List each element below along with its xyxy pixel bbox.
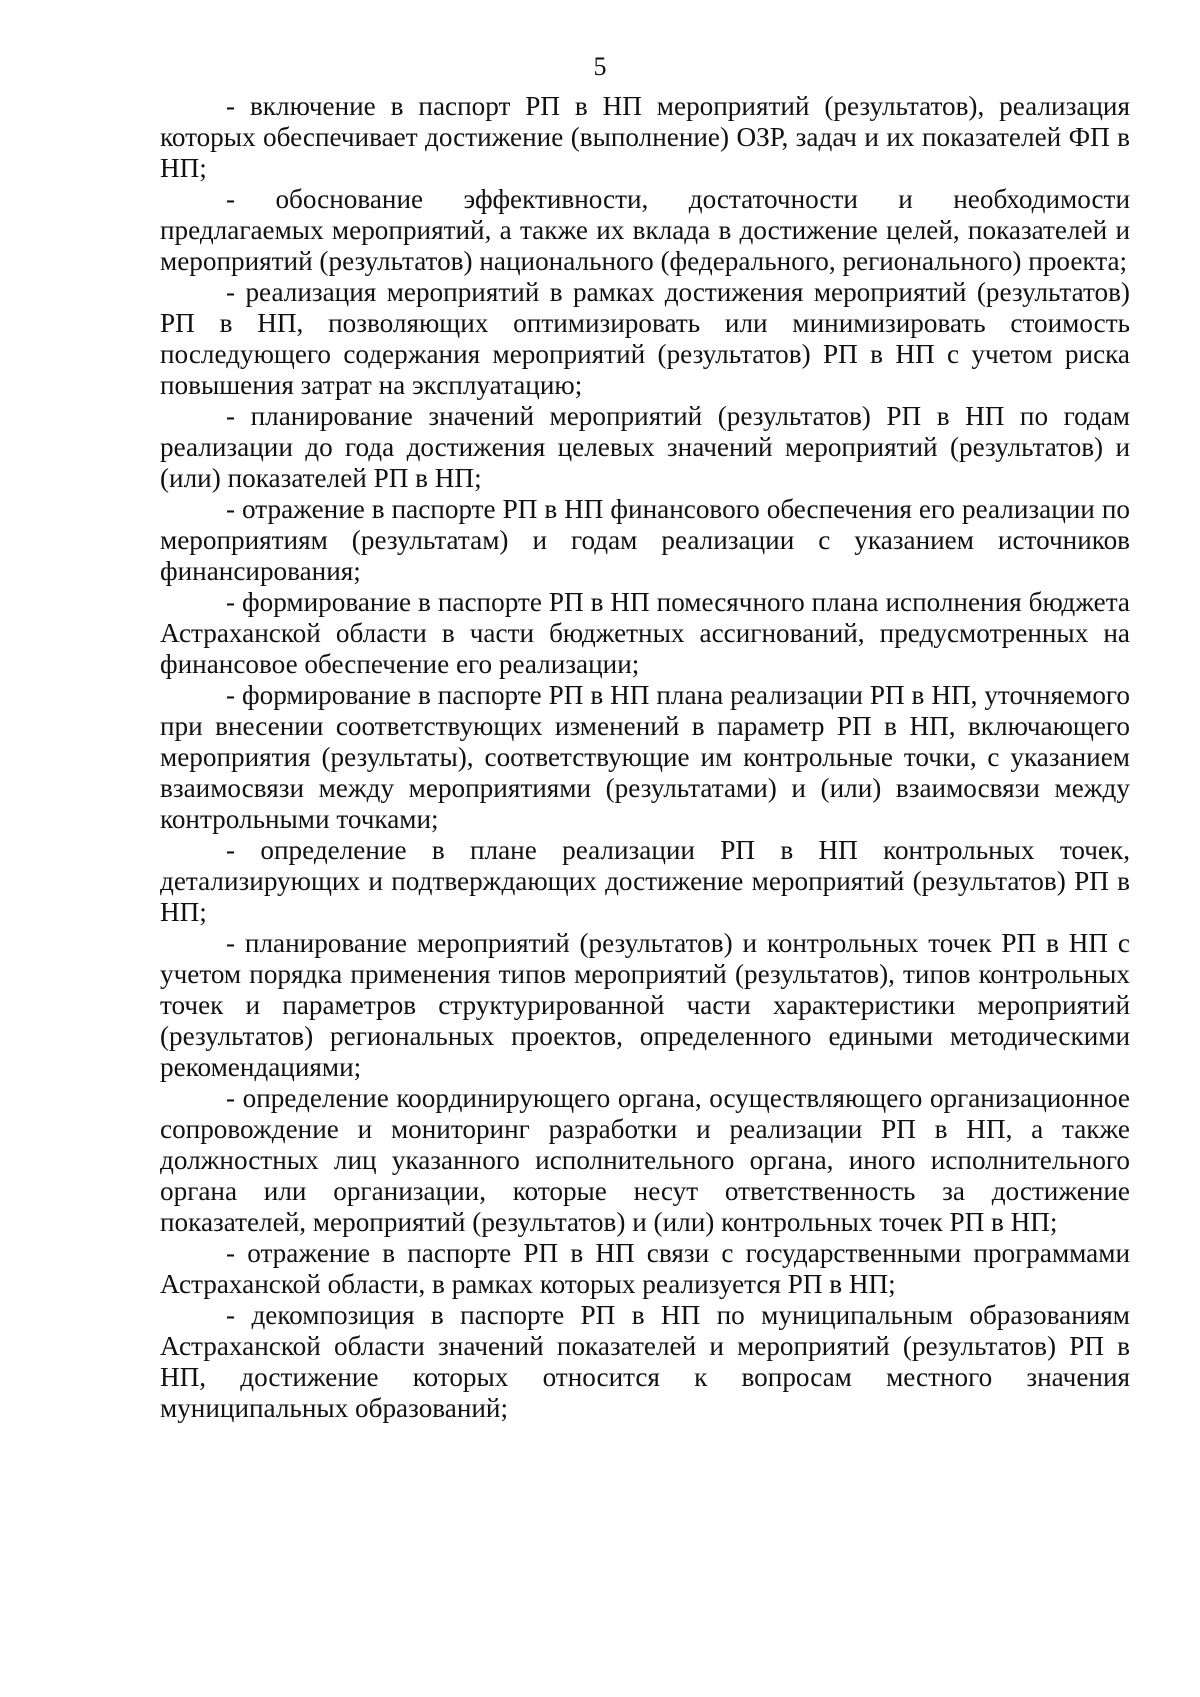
list-item: [160, 277, 1130, 401]
list-item: [160, 1300, 1130, 1424]
list-item-text: - отражение в паспорте РП в НП финансового обеспечения его реализации по мероприятиям (результатам) и годам реализации с указанием источников финансирования;: [160, 494, 1130, 586]
list-item-text: - включение в паспорт РП в НП мероприятий (результатов), реализация которых обеспечивает достижение (выполнение) ОЗР, задач и их показателей ФП в НП;: [160, 91, 1130, 183]
list-item-text: - формирование в паспорте РП в НП помесячного плана исполнения бюджета Астраханской области в части бюджетных ассигнований, предусмотренных на финансовое обеспечение его реализации;: [160, 587, 1130, 679]
list-item-text: - планирование значений мероприятий (результатов) РП в НП по годам реализации до года достижения целевых значений мероприятий (результатов) и (или) показателей РП в НП;: [160, 401, 1130, 493]
list-item: [160, 401, 1130, 494]
list-item-text: - отражение в паспорте РП в НП связи с государственными программами Астраханской области, в рамках которых реализуется РП в НП;: [160, 1238, 1130, 1299]
list-item: [160, 1083, 1130, 1238]
list-item: [160, 928, 1130, 1083]
list-item: [160, 587, 1130, 680]
list-item: [160, 184, 1130, 277]
list-item-text: - формирование в паспорте РП в НП плана реализации РП в НП, уточняемого при внесении соответствующих изменений в параметр РП в НП, включающего мероприятия (результаты), соответствующие им контрольные точки, с указанием взаимосвязи между мероприятиями (результатами) и (или) взаимосвязи между контрольными точками;: [160, 680, 1130, 834]
list-item-text: - реализация мероприятий в рамках достижения мероприятий (результатов) РП в НП, позволяющих оптимизировать или минимизировать стоимость последующего содержания мероприятий (результатов) РП в НП с учетом риска повышения затрат на эксплуатацию;: [160, 277, 1130, 400]
list-item: [160, 835, 1130, 928]
list-item-text: - определение в плане реализации РП в НП контрольных точек, детализирующих и подтверждающих достижение мероприятий (результатов) РП в НП;: [160, 835, 1130, 927]
document-body: [160, 91, 1130, 1424]
list-item: [160, 91, 1130, 184]
page-number: 5: [593, 52, 607, 81]
list-item-text: - обоснование эффективности, достаточности и необходимости предлагаемых мероприятий, а также их вклада в достижение целей, показателей и мероприятий (результатов) национального (федерального, регионального) проекта;: [160, 184, 1130, 276]
list-item-text: - планирование мероприятий (результатов) и контрольных точек РП в НП с учетом порядка применения типов мероприятий (результатов), типов контрольных точек и параметров структурированной части характеристики мероприятий (результатов) региональных проектов, определенного едиными методическими рекомендациями;: [160, 928, 1130, 1082]
list-item: [160, 680, 1130, 835]
list-item: [160, 494, 1130, 587]
list-item-text: - декомпозиция в паспорте РП в НП по муниципальным образованиям Астраханской области значений показателей и мероприятий (результатов) РП в НП, достижение которых относится к вопросам местного значения муниципальных образований;: [160, 1300, 1130, 1423]
list-item: [160, 1238, 1130, 1300]
list-item-text: - определение координирующего органа, осуществляющего организационное сопровождение и мониторинг разработки и реализации РП в НП, а также должностных лиц указанного исполнительного органа, иного исполнительного органа или организации, которые несут ответственность за достижение показателей, мероприятий (результатов) и (или) контрольных точек РП в НП;: [160, 1083, 1130, 1237]
